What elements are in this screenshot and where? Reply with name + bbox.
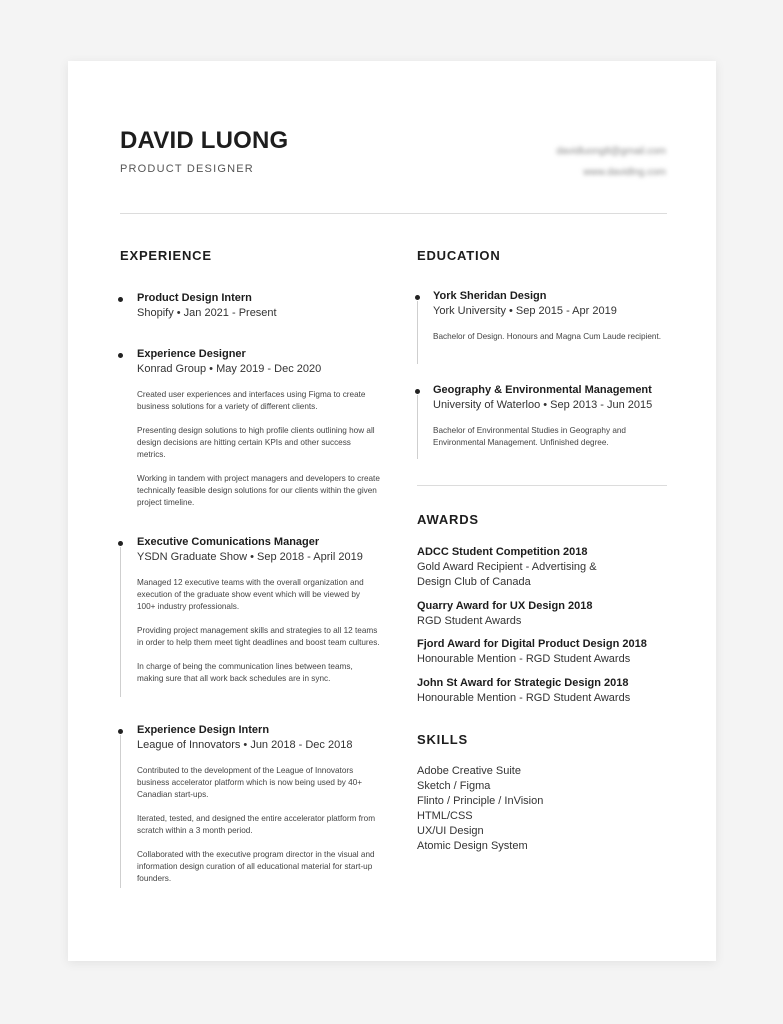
degree-description: Bachelor of Design. Honours and Magna Cum Laude recipient. [433,332,662,341]
job-description: Providing project management skills and strategies to all 12 teams in order to help them meet tight deadlines and boost team cultures. [137,626,380,647]
skill-item: Sketch / Figma [417,780,491,792]
award-item [417,637,667,667]
education-item [417,383,677,449]
award-detail: RGD Student Awards [417,615,522,627]
contact-info [556,141,666,183]
job-company-dates: League of Innovators • Jun 2018 - Dec 2018 [137,739,353,751]
school-dates: University of Waterloo • Sep 2013 - Jun 2015 [433,399,653,411]
award-detail: Honourable Mention - RGD Student Awards [417,692,631,704]
timeline-line [417,395,418,459]
skill-item: Flinto / Principle / InVision [417,795,544,807]
award-item [417,599,667,629]
email-text[interactable]: davidluong8@gmail.com [556,146,666,157]
job-title: Executive Comunications Manager [137,536,320,548]
section-divider [417,485,667,486]
website-text[interactable]: www.davidlng.com [583,167,666,178]
timeline-dot [118,353,123,358]
degree-description: Bachelor of Environmental Studies in Geography and Environmental Management. Unfinished degree. [433,426,626,447]
experience-heading: EXPERIENCE [120,248,212,263]
award-detail: Gold Award Recipient - Advertising & Design Club of Canada [417,561,597,588]
timeline-dot [415,389,420,394]
timeline-dot [415,295,420,300]
skills-list [417,764,543,854]
job-title: Product Design Intern [137,292,252,304]
award-title: Fjord Award for Digital Product Design 2018 [417,638,647,650]
experience-item [120,723,380,885]
job-description: Presenting design solutions to high profile clients outlining how all design decisions are hitting certain KPIs and other success metrics. [137,426,375,459]
skill-item: UX/UI Design [417,825,484,837]
job-company-dates: Shopify • Jan 2021 - Present [137,307,277,319]
job-description: Managed 12 executive teams with the overall organization and execution of the graduate show event which will be viewed by 100+ industry professionals. [137,578,364,611]
job-description: Contributed to the development of the League of Innovators business accelerator platform which is now being used by 40+ Canadian start-ups. [137,766,363,799]
timeline-dot [118,541,123,546]
school-dates: York University • Sep 2015 - Apr 2019 [433,305,617,317]
award-title: Quarry Award for UX Design 2018 [417,600,593,612]
skills-heading: SKILLS [417,732,469,747]
timeline-line [120,735,121,888]
resume-role: PRODUCT DESIGNER [120,163,254,175]
job-description: Iterated, tested, and designed the entire accelerator platform from scratch within a 3 month period. [137,814,376,835]
experience-item [120,347,380,509]
job-company-dates: Konrad Group • May 2019 - Dec 2020 [137,363,322,375]
skill-item: HTML/CSS [417,810,473,822]
timeline-dot [118,729,123,734]
education-item [417,289,677,343]
award-item [417,676,667,706]
job-description: Working in tandem with project managers and developers to create technically feasible design solutions for our clients within the given project timeline. [137,474,380,507]
school-name: Geography & Environmental Management [433,384,652,396]
skill-item: Adobe Creative Suite [417,765,521,777]
award-title: John St Award for Strategic Design 2018 [417,677,629,689]
timeline-line [120,547,121,697]
award-detail: Honourable Mention - RGD Student Awards [417,653,631,665]
award-title: ADCC Student Competition 2018 [417,546,588,558]
header-divider [120,213,667,214]
education-heading: EDUCATION [417,248,501,263]
school-name: York Sheridan Design [433,290,547,302]
award-item [417,545,667,590]
timeline-line [417,301,418,364]
skill-item: Atomic Design System [417,840,528,852]
awards-heading: AWARDS [417,512,479,527]
job-description: In charge of being the communication lines between teams, making sure that all work back schedules are in sync. [137,662,353,683]
resume-name: DAVID LUONG [120,127,289,154]
job-description: Collaborated with the executive program director in the visual and information design curation of all educational material for start-up founders. [137,850,375,883]
experience-item [120,535,380,685]
experience-item [120,291,380,321]
timeline-dot [118,297,123,302]
job-title: Experience Designer [137,348,246,360]
job-description: Created user experiences and interfaces using Figma to create business solutions for a variety of different clients. [137,390,366,411]
resume-page [68,61,716,961]
job-company-dates: YSDN Graduate Show • Sep 2018 - April 2019 [137,551,363,563]
job-title: Experience Design Intern [137,724,270,736]
